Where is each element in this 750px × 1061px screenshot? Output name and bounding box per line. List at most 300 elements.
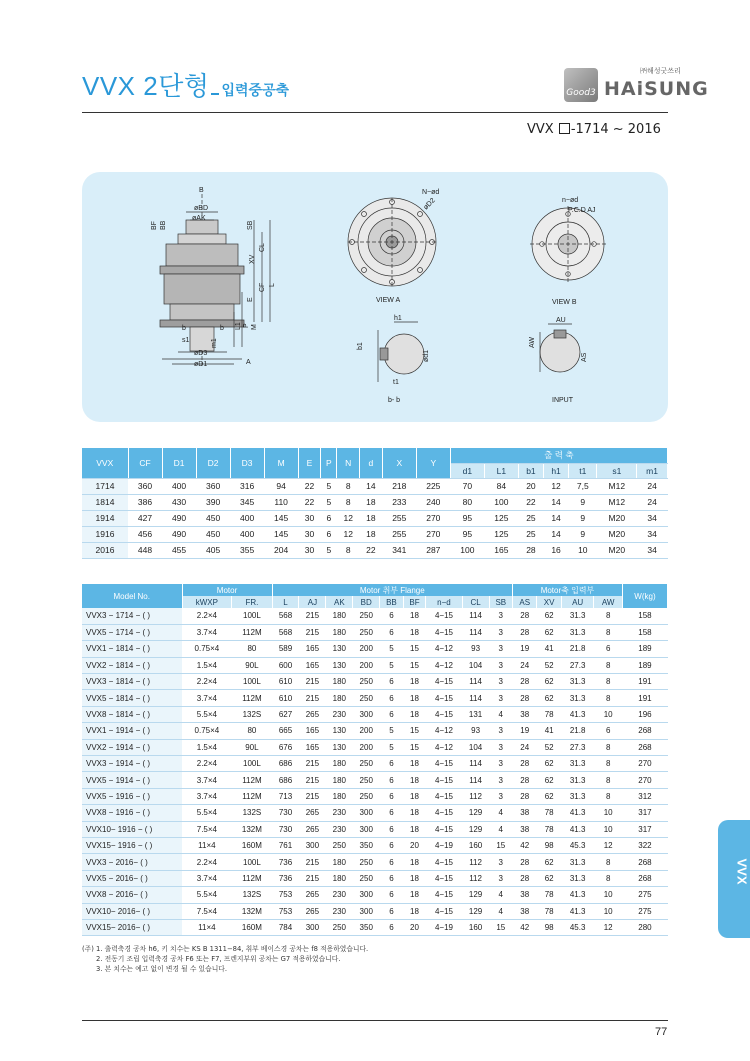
table-cell: 5 (380, 739, 404, 755)
table-cell: 191 (622, 690, 667, 706)
table-cell: 268 (622, 870, 667, 886)
table-cell: 265 (299, 903, 326, 919)
table-cell: 112M (232, 870, 272, 886)
table-cell: 4−15 (426, 690, 462, 706)
table-cell: 180 (326, 608, 353, 624)
model-number: VVX15− 2016− ( ) (82, 919, 182, 935)
table-cell: 62 (537, 624, 561, 640)
table-cell: 250 (353, 690, 380, 706)
dimension-diagram (82, 172, 668, 422)
table-row (82, 657, 668, 673)
label-ak: øAK (192, 215, 206, 222)
sub-header: AS (513, 596, 537, 608)
table-cell: 8 (337, 494, 360, 510)
label-d1: øD1 (194, 361, 208, 368)
table-cell: 95 (450, 510, 484, 526)
table-row (82, 919, 668, 935)
model-number: VVX3 − 1714 − ( ) (82, 608, 182, 624)
table-cell: 28 (513, 772, 537, 788)
table-cell: 8 (594, 772, 623, 788)
table-cell: 70 (450, 478, 484, 494)
table-cell: 104 (462, 657, 489, 673)
output-shaft-group: 출 력 축 (450, 448, 667, 463)
table-row (82, 510, 668, 526)
table-cell: M20 (597, 526, 637, 542)
table-cell: 5 (380, 723, 404, 739)
table-cell: 317 (622, 805, 667, 821)
table-cell: 41.3 (561, 821, 594, 837)
table-cell: 9 (569, 494, 597, 510)
model-number: VVX15− 1916 − ( ) (82, 837, 182, 853)
table-cell: 265 (299, 805, 326, 821)
table-cell: 28 (518, 542, 543, 558)
table-cell: 18 (403, 756, 426, 772)
model-number: VVX1 − 1814 − ( ) (82, 641, 182, 657)
good3-logo-icon: Good3 (564, 68, 598, 102)
table-cell: 28 (513, 756, 537, 772)
table-cell: 0.75×4 (182, 641, 232, 657)
table-cell: 270 (622, 756, 667, 772)
table-cell: 265 (299, 887, 326, 903)
model-number: VVX5 − 2016− ( ) (82, 870, 182, 886)
table-cell: 250 (353, 608, 380, 624)
col-model-no: Model No. (82, 584, 182, 608)
label-b: B (199, 187, 204, 194)
table-cell: 129 (462, 821, 489, 837)
footnote-3: 3. 본 치수는 예고 없이 변경 될 수 있습니다. (96, 965, 227, 973)
table-cell: 4 (489, 821, 513, 837)
table-cell: 350 (353, 837, 380, 853)
table-cell: 345 (230, 494, 264, 510)
table-cell: 114 (462, 624, 489, 640)
label-t1: t1 (393, 379, 399, 386)
table-row (82, 641, 668, 657)
table-row (82, 526, 668, 542)
table-cell: 7.5×4 (182, 903, 232, 919)
table-cell: 165 (299, 723, 326, 739)
table-cell: 3.7×4 (182, 624, 232, 640)
table-cell: 160M (232, 837, 272, 853)
table-cell: 27.3 (561, 657, 594, 673)
table-cell: 4−15 (426, 772, 462, 788)
table-cell: 627 (272, 706, 299, 722)
table-cell: 38 (513, 887, 537, 903)
table-cell: 15 (403, 657, 426, 673)
bb-section-drawing (378, 322, 424, 382)
sub-header: AU (561, 596, 594, 608)
table-cell: 28 (513, 624, 537, 640)
table-cell: 18 (403, 608, 426, 624)
table-cell: 22 (360, 542, 383, 558)
table-cell: 4−15 (426, 903, 462, 919)
table-cell: 490 (162, 526, 196, 542)
table-cell: 18 (403, 706, 426, 722)
col-b1: b1 (518, 463, 543, 478)
table-cell: 130 (326, 641, 353, 657)
table-cell: 215 (299, 756, 326, 772)
table-cell: 100 (450, 542, 484, 558)
table-cell: 10 (594, 887, 623, 903)
table-cell: 10 (594, 903, 623, 919)
table-cell: 114 (462, 690, 489, 706)
table-cell: 191 (622, 674, 667, 690)
table-cell: 189 (622, 657, 667, 673)
table-cell: 448 (128, 542, 162, 558)
table-cell: 713 (272, 788, 299, 804)
table-cell: 15 (403, 641, 426, 657)
table-cell: 386 (128, 494, 162, 510)
table-cell: 78 (537, 821, 561, 837)
table-cell: 200 (353, 723, 380, 739)
table-row (82, 821, 668, 837)
table-cell: 38 (513, 805, 537, 821)
label-m1: m1 (211, 338, 218, 348)
table-cell: 5 (380, 657, 404, 673)
side-tab-label: VVX (734, 858, 750, 885)
table-cell: 130 (326, 723, 353, 739)
table-cell: 355 (230, 542, 264, 558)
table-cell: 95 (450, 526, 484, 542)
table-cell: 3 (489, 690, 513, 706)
table-cell: 1814 (82, 494, 128, 510)
col-p: P (321, 448, 337, 478)
table-cell: 30 (298, 510, 321, 526)
table-cell: 12 (594, 919, 623, 935)
table-cell: 200 (353, 739, 380, 755)
table-cell: 300 (353, 706, 380, 722)
table-cell: 180 (326, 772, 353, 788)
table-cell: 31.3 (561, 870, 594, 886)
table-cell: 10 (594, 706, 623, 722)
table-cell: 18 (403, 805, 426, 821)
table-cell: 676 (272, 739, 299, 755)
table-cell: 3 (489, 723, 513, 739)
table-cell: 3 (489, 756, 513, 772)
table-cell: 100L (232, 854, 272, 870)
table-cell: 42 (513, 837, 537, 853)
table-cell: 4 (489, 903, 513, 919)
table-cell: 1916 (82, 526, 128, 542)
table-cell: 180 (326, 674, 353, 690)
sub-header: AW (594, 596, 623, 608)
table-cell: 341 (382, 542, 416, 558)
col-cf: CF (128, 448, 162, 478)
table-cell: 20 (518, 478, 543, 494)
table-cell: 215 (299, 674, 326, 690)
table-cell: 45.3 (561, 837, 594, 853)
table-cell: 145 (264, 510, 298, 526)
table-cell: 12 (337, 526, 360, 542)
table-cell: 240 (416, 494, 450, 510)
table-cell: 5 (321, 478, 337, 494)
table-cell: 180 (326, 788, 353, 804)
table-cell: 230 (326, 887, 353, 903)
side-tab-vvx[interactable] (718, 820, 750, 938)
label-cl: CL (259, 243, 266, 252)
table-cell: 218 (382, 478, 416, 494)
table-cell: 230 (326, 821, 353, 837)
table-cell: 100L (232, 756, 272, 772)
table-cell: 31.3 (561, 624, 594, 640)
table-cell: 8 (594, 870, 623, 886)
table-cell: 110 (264, 494, 298, 510)
table-cell: 784 (272, 919, 299, 935)
table-cell: 736 (272, 854, 299, 870)
table-cell: 80 (450, 494, 484, 510)
table-cell: 62 (537, 690, 561, 706)
table-cell: 18 (403, 788, 426, 804)
view-a-drawing (348, 198, 436, 286)
model-number: VVX1 − 1914 − ( ) (82, 723, 182, 739)
table-cell: 250 (353, 624, 380, 640)
table-cell: 12 (337, 510, 360, 526)
table-cell: 8 (594, 788, 623, 804)
table-cell: 18 (403, 674, 426, 690)
view-b-drawing (530, 206, 606, 282)
col-weight: W(kg) (622, 584, 667, 608)
table-cell: 80 (232, 641, 272, 657)
table-cell: 300 (353, 805, 380, 821)
sub-header: BB (380, 596, 404, 608)
table-cell: 2.2×4 (182, 674, 232, 690)
label-bf: BF (151, 221, 158, 230)
table-cell: 753 (272, 903, 299, 919)
motor-flange-table (82, 584, 668, 936)
table-cell: M20 (597, 510, 637, 526)
table-cell: 268 (622, 854, 667, 870)
table-cell: 4−15 (426, 821, 462, 837)
table-row (82, 542, 668, 558)
table-cell: 2016 (82, 542, 128, 558)
table-cell: 287 (416, 542, 450, 558)
table-row (82, 624, 668, 640)
table-cell: 129 (462, 887, 489, 903)
label-s1: s1 (182, 337, 190, 344)
table-cell: 41.3 (561, 887, 594, 903)
table-cell: 250 (353, 788, 380, 804)
table-cell: 0.75×4 (182, 723, 232, 739)
table-cell: 62 (537, 608, 561, 624)
table-cell: 90L (232, 739, 272, 755)
footnote-lead: (주) (82, 945, 94, 953)
table-cell: 1914 (82, 510, 128, 526)
model-number: VVX3 − 1814 − ( ) (82, 674, 182, 690)
model-number: VVX3 − 2016− ( ) (82, 854, 182, 870)
table-cell: 84 (484, 478, 518, 494)
table-cell: 225 (416, 478, 450, 494)
label-n-d: n−ød (562, 197, 579, 204)
table-cell: 4−12 (426, 657, 462, 673)
table-cell: 11×4 (182, 837, 232, 853)
table-row (82, 870, 668, 886)
table-cell: 568 (272, 624, 299, 640)
sub-header: AK (326, 596, 353, 608)
table-cell: 6 (380, 887, 404, 903)
table-cell: 350 (353, 919, 380, 935)
model-number: VVX2 − 1914 − ( ) (82, 739, 182, 755)
table-cell: 455 (162, 542, 196, 558)
table-cell: 14 (544, 510, 569, 526)
table-cell: 38 (513, 903, 537, 919)
table-cell: 255 (382, 510, 416, 526)
model-number: VVX8 − 1814 − ( ) (82, 706, 182, 722)
table-cell: 165 (484, 542, 518, 558)
table-cell: 4−12 (426, 739, 462, 755)
table-cell: 6 (380, 821, 404, 837)
logo-company-name: HAiSUNG (604, 78, 709, 100)
table-cell: 268 (622, 723, 667, 739)
label-view-a: VIEW A (376, 297, 401, 304)
table-cell: 250 (353, 756, 380, 772)
table-cell: 18 (403, 690, 426, 706)
label-d2: øD2 (422, 197, 437, 212)
table-cell: 129 (462, 903, 489, 919)
table-cell: 761 (272, 837, 299, 853)
table-cell: 665 (272, 723, 299, 739)
label-cf: CF (259, 282, 266, 292)
table-cell: 4−15 (426, 608, 462, 624)
label-pcd: P.C.D AJ (568, 207, 596, 214)
table-cell: 62 (537, 674, 561, 690)
model-number: VVX5 − 1814 − ( ) (82, 690, 182, 706)
table-row (82, 478, 668, 494)
label-bb: BB (160, 220, 167, 230)
table-cell: 104 (462, 739, 489, 755)
table-cell: 270 (416, 510, 450, 526)
table-cell: 165 (299, 641, 326, 657)
table-cell: 19 (513, 641, 537, 657)
table-cell: 62 (537, 772, 561, 788)
table-cell: 6 (321, 526, 337, 542)
table-cell: 18 (403, 821, 426, 837)
table-cell: 270 (416, 526, 450, 542)
model-number: VVX8 − 2016− ( ) (82, 887, 182, 903)
table-cell: 233 (382, 494, 416, 510)
table-cell: 4−15 (426, 887, 462, 903)
col-m1: m1 (637, 463, 668, 478)
table-row (82, 837, 668, 853)
table-row (82, 805, 668, 821)
footer-divider (82, 1020, 668, 1021)
table-cell: 112M (232, 788, 272, 804)
table-cell: 300 (353, 887, 380, 903)
table-cell: 3 (489, 641, 513, 657)
table-cell: 112 (462, 854, 489, 870)
model-number: VVX5 − 1916 − ( ) (82, 788, 182, 804)
table-cell: 12 (594, 837, 623, 853)
table-cell: 9 (569, 526, 597, 542)
table-cell: 14 (360, 478, 383, 494)
table-cell: 450 (196, 526, 230, 542)
table-cell: 42 (513, 919, 537, 935)
label-b-left: b (182, 325, 186, 332)
sub-header: kWXP (182, 596, 232, 608)
table-cell: 3 (489, 870, 513, 886)
table-cell: 28 (513, 870, 537, 886)
table-cell: 24 (637, 478, 668, 494)
label-d1-shaft: ød1 (423, 349, 430, 362)
col-n: N (337, 448, 360, 478)
table-cell: 8 (594, 756, 623, 772)
table-row (82, 739, 668, 755)
table-row (82, 723, 668, 739)
col-x: X (382, 448, 416, 478)
table-cell: 18 (403, 772, 426, 788)
col-h1: h1 (544, 463, 569, 478)
table-cell: 3 (489, 624, 513, 640)
table-cell: 24 (513, 739, 537, 755)
table-cell: 62 (537, 788, 561, 804)
table-cell: 132M (232, 903, 272, 919)
table-cell: 8 (337, 542, 360, 558)
table-row (82, 494, 668, 510)
model-range-prefix: VVX (527, 122, 554, 137)
sub-header: CL (462, 596, 489, 608)
table-cell: 165 (299, 657, 326, 673)
logo-company-korean: ㈜해성굿쓰리 (640, 67, 681, 75)
table-cell: 4 (489, 706, 513, 722)
table-cell: 215 (299, 690, 326, 706)
table-cell: 15 (403, 739, 426, 755)
table-cell: 268 (622, 739, 667, 755)
header-divider (82, 112, 668, 113)
col-d: d (360, 448, 383, 478)
table-cell: 360 (128, 478, 162, 494)
table-cell: 130 (326, 739, 353, 755)
table-cell: 6 (380, 854, 404, 870)
table-cell: 6 (380, 772, 404, 788)
table-cell: 3 (489, 739, 513, 755)
table-cell: 5 (380, 641, 404, 657)
table-cell: 6 (380, 624, 404, 640)
table-cell: 38 (513, 821, 537, 837)
table-cell: 100L (232, 608, 272, 624)
table-cell: 8 (594, 657, 623, 673)
table-cell: 10 (594, 821, 623, 837)
table-cell: 430 (162, 494, 196, 510)
table-cell: 3 (489, 657, 513, 673)
model-number: VVX10− 2016− ( ) (82, 903, 182, 919)
label-bd: øBD (194, 205, 208, 212)
table-cell: 78 (537, 706, 561, 722)
table-cell: 98 (537, 837, 561, 853)
table-cell: 300 (353, 903, 380, 919)
table-cell: 8 (594, 854, 623, 870)
table-cell: 132S (232, 805, 272, 821)
sub-header: XV (537, 596, 561, 608)
col-s1: s1 (597, 463, 637, 478)
table-cell: 114 (462, 674, 489, 690)
table-cell: 5.5×4 (182, 805, 232, 821)
table-cell: 5 (321, 542, 337, 558)
table-cell: 14 (544, 494, 569, 510)
model-number: VVX5 − 1914 − ( ) (82, 772, 182, 788)
table-cell: 610 (272, 674, 299, 690)
table-row (82, 854, 668, 870)
table-cell: 312 (622, 788, 667, 804)
table-cell: 28 (513, 854, 537, 870)
table-cell: 24 (513, 657, 537, 673)
table-cell: 2.2×4 (182, 756, 232, 772)
table-cell: 600 (272, 657, 299, 673)
table-cell: 31.3 (561, 756, 594, 772)
table-cell: 28 (513, 788, 537, 804)
table-cell: 78 (537, 887, 561, 903)
table-cell: M12 (597, 494, 637, 510)
table-cell: 6 (594, 723, 623, 739)
table-cell: 6 (380, 870, 404, 886)
table-cell: 204 (264, 542, 298, 558)
